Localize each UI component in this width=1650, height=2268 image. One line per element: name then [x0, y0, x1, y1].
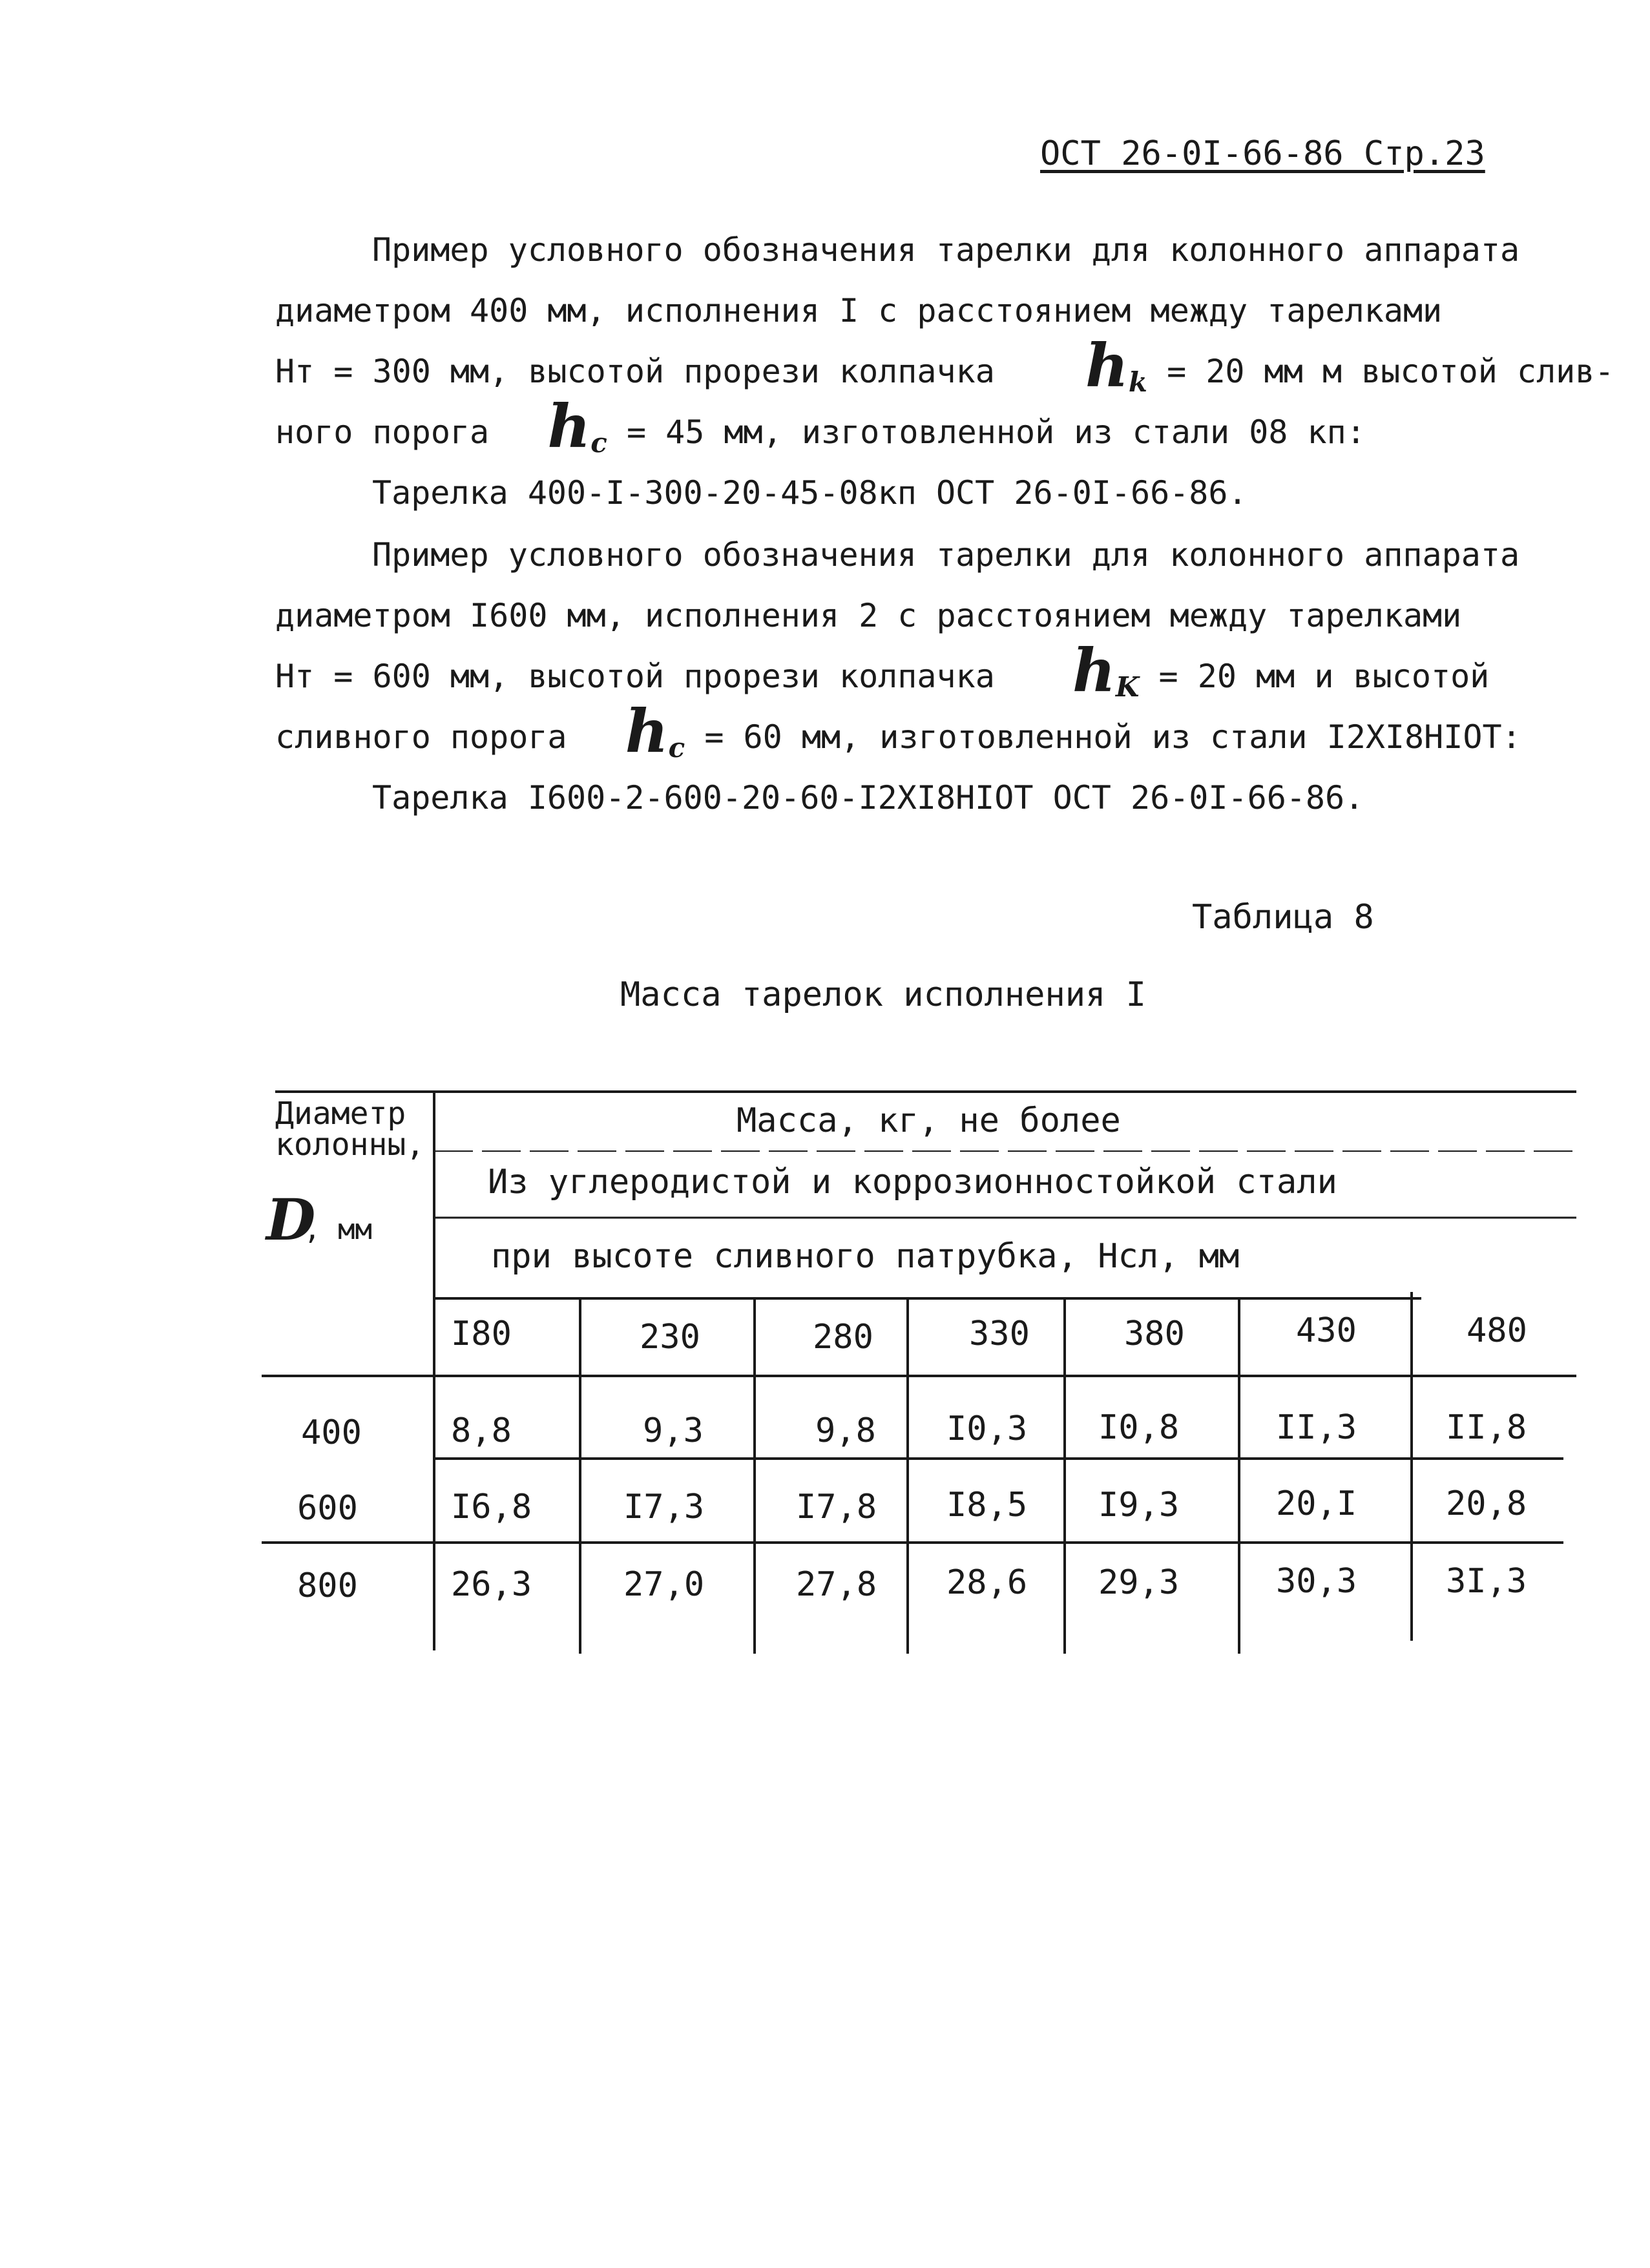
h-k-symbol: $h_K$: [1072, 636, 1140, 705]
d-symbol: D: [266, 1186, 316, 1253]
subgroup-header: Из углеродистой и коррозионностойкой стали: [488, 1163, 1337, 1202]
line-text: Нт = 300 мм, высотой прорези колпачка: [275, 353, 995, 390]
column-header: 480: [1467, 1311, 1527, 1350]
table-cell: 9,3: [643, 1411, 704, 1450]
table-cell: II,3: [1276, 1408, 1357, 1447]
line-text: сливного порога: [275, 718, 567, 756]
table-cell: I7,3: [623, 1488, 705, 1526]
table-cell: 30,3: [1276, 1562, 1357, 1601]
table-cell: I7,8: [796, 1488, 877, 1526]
h-k-symbol: $h_k$: [1085, 331, 1148, 401]
table-title: Масса тарелок исполнения I: [620, 975, 1146, 1014]
paragraph-line: Тарелка 400-I-300-20-45-08кп ОСТ 26-0I-66-86.: [372, 474, 1248, 512]
table-cell: II,8: [1446, 1408, 1527, 1447]
column-header: 380: [1124, 1315, 1185, 1353]
table-label: Таблица 8: [1192, 898, 1374, 937]
table-cell: 20,8: [1446, 1484, 1527, 1523]
column-header: 430: [1296, 1311, 1357, 1350]
table-cell: 20,I: [1276, 1484, 1357, 1523]
h-c-symbol: $h_c$: [625, 696, 685, 766]
table-cell: I6,8: [451, 1488, 532, 1526]
paragraph-line: Пример условного обозначения тарелки для колонного аппарата: [372, 536, 1520, 574]
paragraph-line: диаметром 400 мм, исполнения I с расстоянием между тарелками: [275, 292, 1443, 329]
header-text: колонны,: [275, 1127, 425, 1163]
table-cell: 27,8: [796, 1565, 877, 1604]
diameter-cell: 400: [301, 1413, 362, 1452]
table-cell: I0,8: [1098, 1408, 1180, 1447]
table-cell: 26,3: [451, 1565, 532, 1604]
table-cell: 9,8: [815, 1411, 876, 1450]
table-cell: I0,3: [946, 1410, 1028, 1448]
h-c-symbol: $h_c$: [547, 391, 607, 461]
table-cell: 29,3: [1098, 1563, 1180, 1602]
group-header: Масса, кг, не более: [736, 1101, 1121, 1140]
diameter-cell: 600: [297, 1489, 358, 1528]
paragraph-line: Тарелка I600-2-600-20-60-I2XI8HIOT ОСТ 26-0I-66-86.: [372, 779, 1364, 817]
column-header: I80: [451, 1315, 512, 1353]
table-cell: I9,3: [1098, 1486, 1180, 1524]
column-header: 280: [813, 1318, 873, 1357]
line-text: = 60 мм, изготовленной из стали I2XI8HIOT:: [704, 718, 1521, 756]
header-text: Диаметр: [275, 1096, 406, 1132]
table-cell: 8,8: [451, 1411, 512, 1450]
subsubgroup-header: при высоте сливного патрубка, Нсл, мм: [491, 1237, 1240, 1276]
line-text: = 20 мм м высотой слив-: [1167, 353, 1614, 390]
column-header: 230: [640, 1318, 700, 1357]
paragraph-line: Пример условного обозначения тарелки для колонного аппарата: [372, 231, 1520, 269]
diameter-cell: 800: [297, 1566, 358, 1605]
table-cell: 27,0: [623, 1565, 705, 1604]
line-text: ного порога: [275, 413, 490, 451]
d-unit: , мм: [304, 1213, 372, 1246]
table-cell: I8,5: [946, 1486, 1028, 1524]
line-text: = 20 мм и высотой: [1158, 658, 1490, 695]
table-cell: 3I,3: [1446, 1562, 1527, 1601]
paragraph-line: диаметром I600 мм, исполнения 2 с расстоянием между тарелками: [275, 597, 1462, 634]
line-text: = 45 мм, изготовленной из стали 08 кп:: [626, 413, 1366, 451]
column-header: 330: [969, 1315, 1030, 1353]
line-text: Нт = 600 мм, высотой прорези колпачка: [275, 658, 995, 695]
document-header: ОСТ 26-0I-66-86 Стр.23: [1040, 134, 1485, 173]
table-cell: 28,6: [946, 1563, 1028, 1602]
column-header-diameter: [275, 1096, 425, 1163]
